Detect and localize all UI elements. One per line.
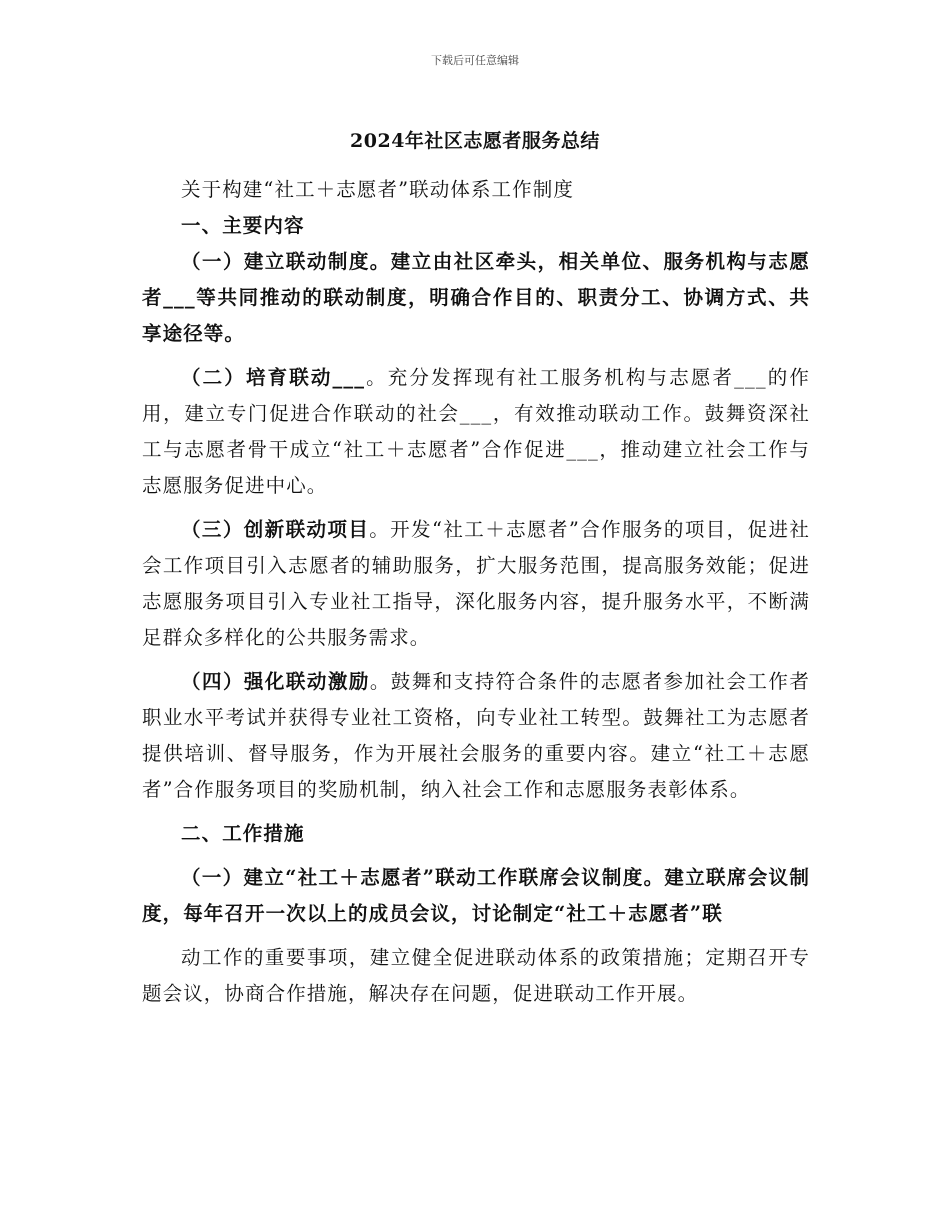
paragraph-2-lead: （二）培育联动___ — [181, 366, 366, 389]
paragraph-2-text: 。充分发挥现有社工服务机构与志愿者___的作用，建立专门促进合作联动的社会___，有效推动联动工作。鼓舞资深社工与志愿者骨干成立“社工＋志愿者”合作促进___，推动建立社会工作与志愿服务促进中心。 — [142, 366, 810, 497]
section-2-heading: 二、工作措施 — [181, 822, 305, 845]
paragraph-2 — [142, 360, 810, 504]
document-body — [142, 172, 810, 1012]
paragraph-3 — [142, 512, 810, 656]
page-header-note: 下载后可任意编辑 — [431, 54, 519, 67]
document-title: 2024年社区志愿者服务总结 — [350, 130, 600, 152]
paragraph-4 — [142, 664, 810, 808]
paragraph-5: （一）建立“社工＋志愿者”联动工作联席会议制度。建立联席会议制度，每年召开一次以上的成员会议，讨论制定“社工＋志愿者”联 — [142, 866, 810, 925]
paragraph-3-text: 。开发“社工＋志愿者”合作服务的项目，促进社会工作项目引入志愿者的辅助服务，扩大服务范围，提高服务效能；促进志愿服务项目引入专业社工指导，深化服务内容，提升服务水平，不断满足群众多样化的公共服务需求。 — [142, 518, 811, 649]
paragraph-4-lead: （四）强化联动激励 — [181, 670, 370, 693]
paragraph-6: 动工作的重要事项，建立健全促进联动体系的政策措施；定期召开专题会议，协商合作措施，解决存在问题，促进联动工作开展。 — [142, 946, 810, 1005]
section-1-heading: 一、主要内容 — [181, 214, 305, 237]
paragraph-3-lead: （三）创新联动项目 — [181, 518, 370, 541]
intro-line: 关于构建“社工＋志愿者”联动体系工作制度 — [181, 178, 574, 201]
paragraph-1: （一）建立联动制度。建立由社区牵头，相关单位、服务机构与志愿者___等共同推动的联动制度，明确合作目的、职责分工、协调方式、共享途径等。 — [142, 250, 810, 345]
paragraph-4-text: 。鼓舞和支持符合条件的志愿者参加社会工作者职业水平考试并获得专业社工资格，向专业社工转型。鼓舞社工为志愿者提供培训、督导服务，作为开展社会服务的重要内容。建立“社工＋志愿者”合作服务项目的奖励机制，纳入社会工作和志愿服务表彰体系。 — [142, 670, 810, 801]
